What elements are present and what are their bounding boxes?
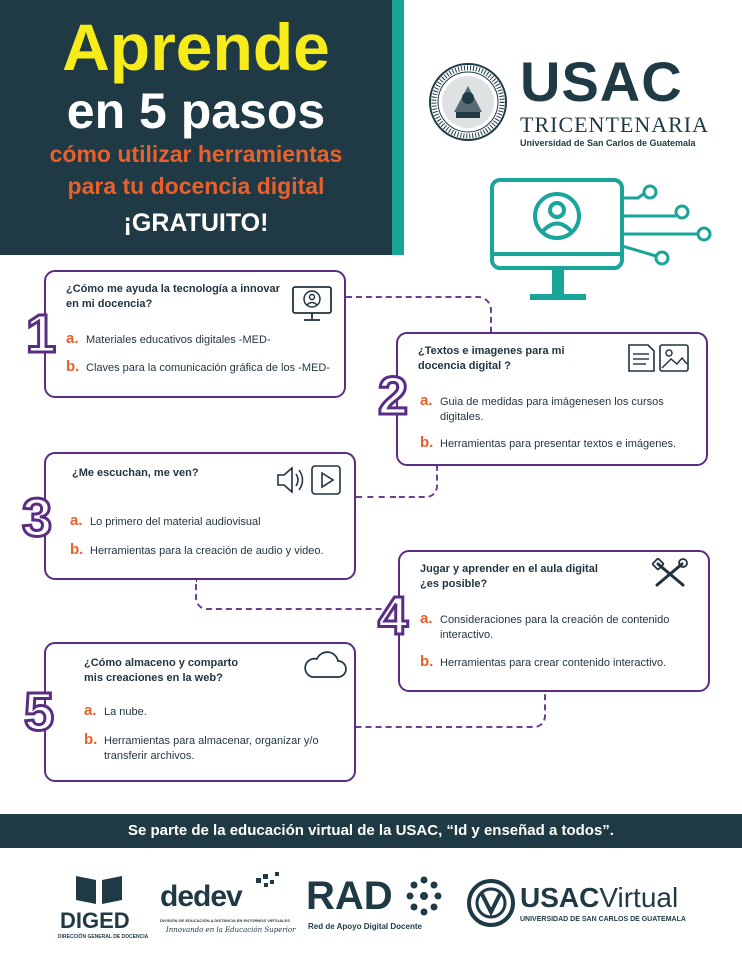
step-5-item-a-letter: a. [84, 702, 97, 719]
connector-3-4 [195, 580, 399, 610]
step-2-question-line-2: docencia digital ? [418, 360, 511, 372]
step-1-item-b-letter: b. [66, 358, 80, 375]
usac-virtual-bold: USAC [520, 882, 600, 913]
step-1-question [66, 282, 280, 312]
dedev-name: dedev [160, 880, 242, 913]
audio-video-icon [274, 464, 344, 496]
computer-user-icon [290, 284, 334, 324]
step-4-item-a-line-2: interactivo. [440, 629, 494, 641]
step-5-item-b-line-1: Herramientas para almacenar, organizar y/o [104, 735, 319, 747]
step-1-item-a: Materiales educativos digitales -MED- [86, 334, 271, 346]
step-5-number: 5 [24, 682, 55, 742]
step-2-question [418, 344, 565, 374]
usac-university-name: Universidad de San Carlos de Guatemala [520, 138, 696, 148]
step-4-item-b: Herramientas para crear contenido interactivo. [440, 657, 667, 669]
usac-virtual-light: Virtual [599, 882, 679, 913]
diged-sub: DIRECCIÓN GENERAL DE DOCENCIA [58, 934, 149, 940]
tools-icon [652, 558, 690, 590]
rad-dots-icon [406, 876, 442, 916]
step-2-number: 2 [378, 366, 409, 426]
step-5-question-line-1: ¿Cómo almaceno y comparto [84, 657, 239, 669]
step-1-question-line-1: ¿Cómo me ayuda la tecnología a innovar [66, 283, 280, 295]
usac-virtual-name [520, 882, 678, 914]
usac-tagline: TRICENTENARIA [520, 112, 709, 137]
subtitle [0, 138, 392, 202]
free-label: ¡GRATUITO! [123, 209, 269, 237]
step-1-item-a-letter: a. [66, 330, 79, 347]
step-2-item-a-line-1: Guia de medidas para imágenesen los cursos [440, 396, 664, 408]
monitor-network-icon [488, 176, 720, 306]
diged-logo [56, 872, 149, 942]
step-3-item-a: Lo primero del material audiovisual [90, 516, 261, 528]
step-3-question-line-1: ¿Me escuchan, me ven? [72, 467, 199, 479]
step-4-item-a [440, 613, 669, 643]
step-4-question [420, 562, 598, 592]
step-2-question-line-1: ¿Textos e imagenes para mi [418, 345, 565, 357]
subtitle-line-2: para tu docencia digital [67, 173, 325, 199]
rad-logo [306, 874, 452, 944]
cloud-icon [302, 650, 348, 680]
step-5-question [84, 656, 238, 686]
step-4-question-line-1: Jugar y aprender en el aula digital [420, 563, 598, 575]
connector-2-3b [396, 466, 438, 498]
step-5-item-b [104, 734, 344, 764]
header-panel [0, 0, 392, 255]
step-5-question-line-2: mis creaciones en la web? [84, 672, 223, 684]
book-icon [74, 872, 124, 906]
step-2-item-a [440, 395, 664, 425]
footer-tagline: Se parte de la educación virtual de la USAC, “Id y enseñad a todos”. [128, 822, 614, 839]
header-accent-bar [392, 0, 404, 255]
rad-sub: Red de Apoyo Digital Docente [308, 922, 422, 931]
dedev-motto: Innovando en la Educación Superior [166, 926, 296, 934]
title-pasos: en 5 pasos [66, 83, 326, 139]
step-2-item-a-letter: a. [420, 392, 433, 409]
rad-name: RAD [306, 874, 393, 918]
step-3-item-a-letter: a. [70, 512, 83, 529]
step-1-question-line-2: en mi docencia? [66, 298, 153, 310]
step-5-item-b-line-2: transferir archivos. [104, 750, 195, 762]
step-3-item-b: Herramientas para la creación de audio y video. [90, 545, 324, 557]
connector-4-5 [356, 692, 546, 728]
connector-2-3 [356, 466, 396, 498]
subtitle-line-1: cómo utilizar herramientas [49, 141, 343, 167]
usac-virtual-logo [466, 876, 706, 936]
usac-wordmark: USAC [520, 50, 683, 113]
step-4-question-line-2: ¿es posible? [420, 578, 488, 590]
step-1-item-b: Claves para la comunicación gráfica de los -MED- [86, 362, 330, 374]
step-4-item-a-line-1: Consideraciones para la creación de contenido [440, 614, 670, 626]
step-3-item-b-letter: b. [70, 541, 84, 558]
step-2-item-b: Herramientas para presentar textos e imágenes. [440, 438, 677, 450]
step-4-item-a-letter: a. [420, 610, 433, 627]
dedev-logo [160, 872, 296, 942]
university-seal-icon [428, 62, 508, 142]
step-2-item-a-line-2: digitales. [440, 411, 484, 423]
step-2-item-b-letter: b. [420, 434, 434, 451]
step-3-number: 3 [22, 488, 53, 548]
connector-1-2 [346, 296, 492, 334]
step-3-question [72, 466, 199, 481]
step-5-item-b-letter: b. [84, 731, 98, 748]
step-1-number: 1 [26, 304, 57, 364]
pixel-dots-icon [256, 872, 280, 890]
usac-virtual-sub: UNIVERSIDAD DE SAN CARLOS DE GUATEMALA [520, 916, 686, 923]
step-5-item-a: La nube. [104, 706, 147, 718]
step-4-item-b-letter: b. [420, 653, 434, 670]
document-image-icon [626, 342, 692, 374]
diged-name: DIGED [60, 908, 130, 933]
dedev-sub: DIVISIÓN DE EDUCACIÓN A DISTANCIA EN ENTORNOS VIRTUALES [160, 918, 290, 923]
title-aprende: Aprende [62, 10, 330, 84]
usac-virtual-emblem-icon [466, 878, 516, 928]
step-4-number: 4 [378, 586, 409, 646]
